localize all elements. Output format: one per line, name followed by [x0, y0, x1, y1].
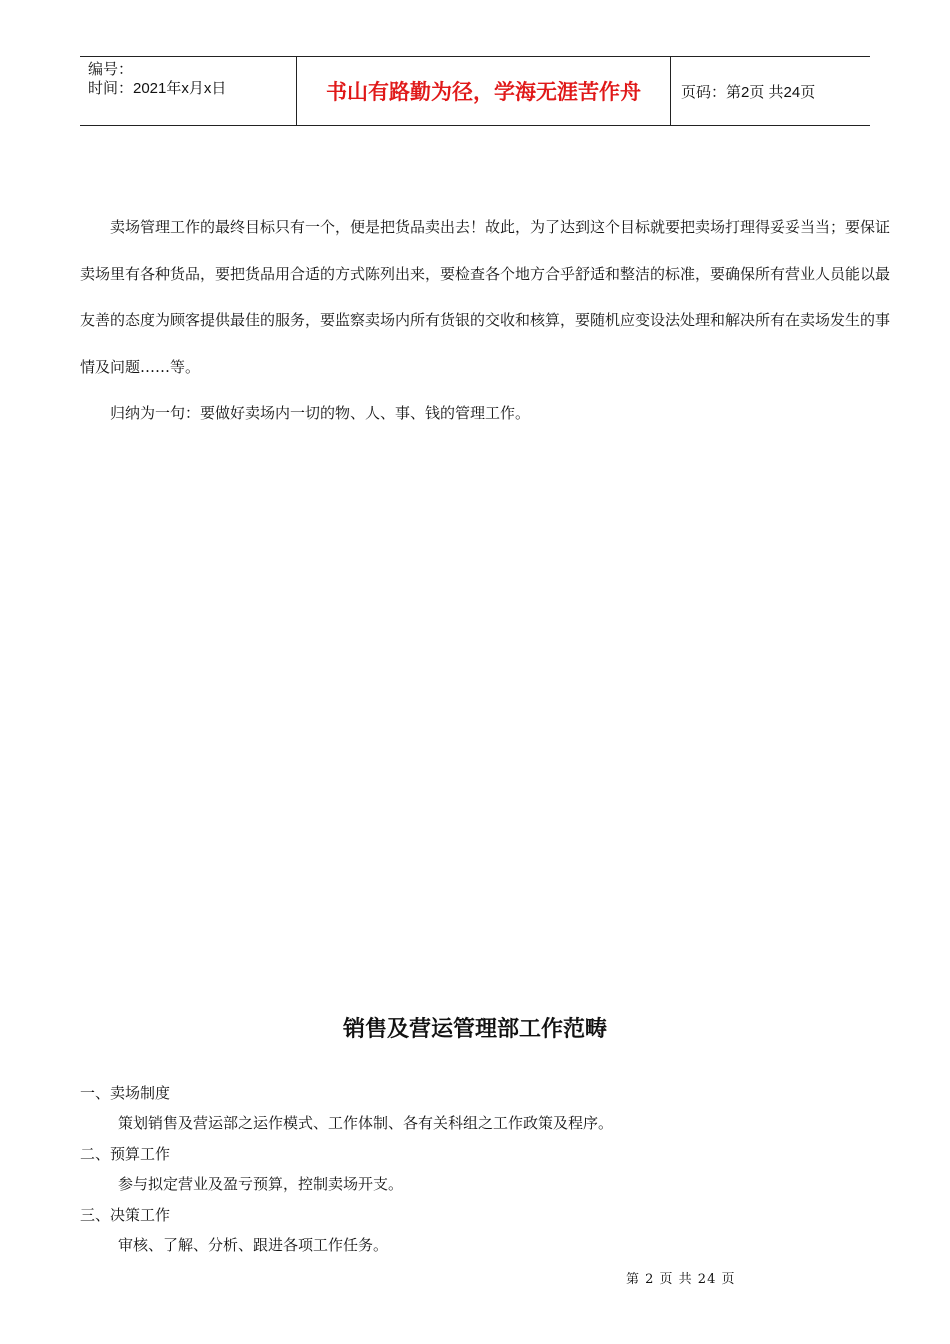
header-meta [80, 57, 297, 125]
section-heading: 一、卖场制度 [80, 1084, 171, 1102]
paragraph: 归纳为一句：要做好卖场内一切的物、人、事、钱的管理工作。 [110, 404, 531, 422]
section-description: 审核、了解、分析、跟进各项工作任务。 [118, 1236, 389, 1255]
page-header [80, 56, 870, 126]
document-number-label: 编号： [88, 61, 134, 78]
section-description: 参与拟定营业及盈亏预算，控制卖场开支。 [118, 1175, 404, 1194]
header-page-label: 页码：第2页 共24页 [681, 83, 816, 101]
intro-text [80, 204, 892, 437]
page-footer: 第 2 页 共 24 页 [626, 1272, 736, 1287]
section-outline [80, 1078, 870, 1260]
header-motto: 书山有路勤为径，学海无涯苦作舟 [297, 57, 671, 125]
section-description: 策划销售及营运部之运作模式、工作体制、各有关科组之工作政策及程序。 [118, 1114, 614, 1133]
section-heading: 三、决策工作 [80, 1205, 171, 1224]
section-title: 销售及营运管理部工作范畴 [342, 1017, 607, 1042]
document-time-label: 时间：2021年x月x日 [88, 80, 227, 97]
paragraph: 卖场管理工作的最终目标只有一个，便是把货品卖出去！故此，为了达到这个目标就要把卖场打理得妥妥当当；要保证卖场里有各种货品，要把货品用合适的方式陈列出来，要检查各个地方合乎舒适和整洁的标准，要确保所有营业人员能以最友善的态度为顾客提供最佳的服务，要监察卖场内所有货银的交收和核算，要随机应变设法处理和解决所有在卖场发生的事情及问题……等。 [80, 218, 891, 376]
section-heading: 二、预算工作 [80, 1144, 171, 1163]
